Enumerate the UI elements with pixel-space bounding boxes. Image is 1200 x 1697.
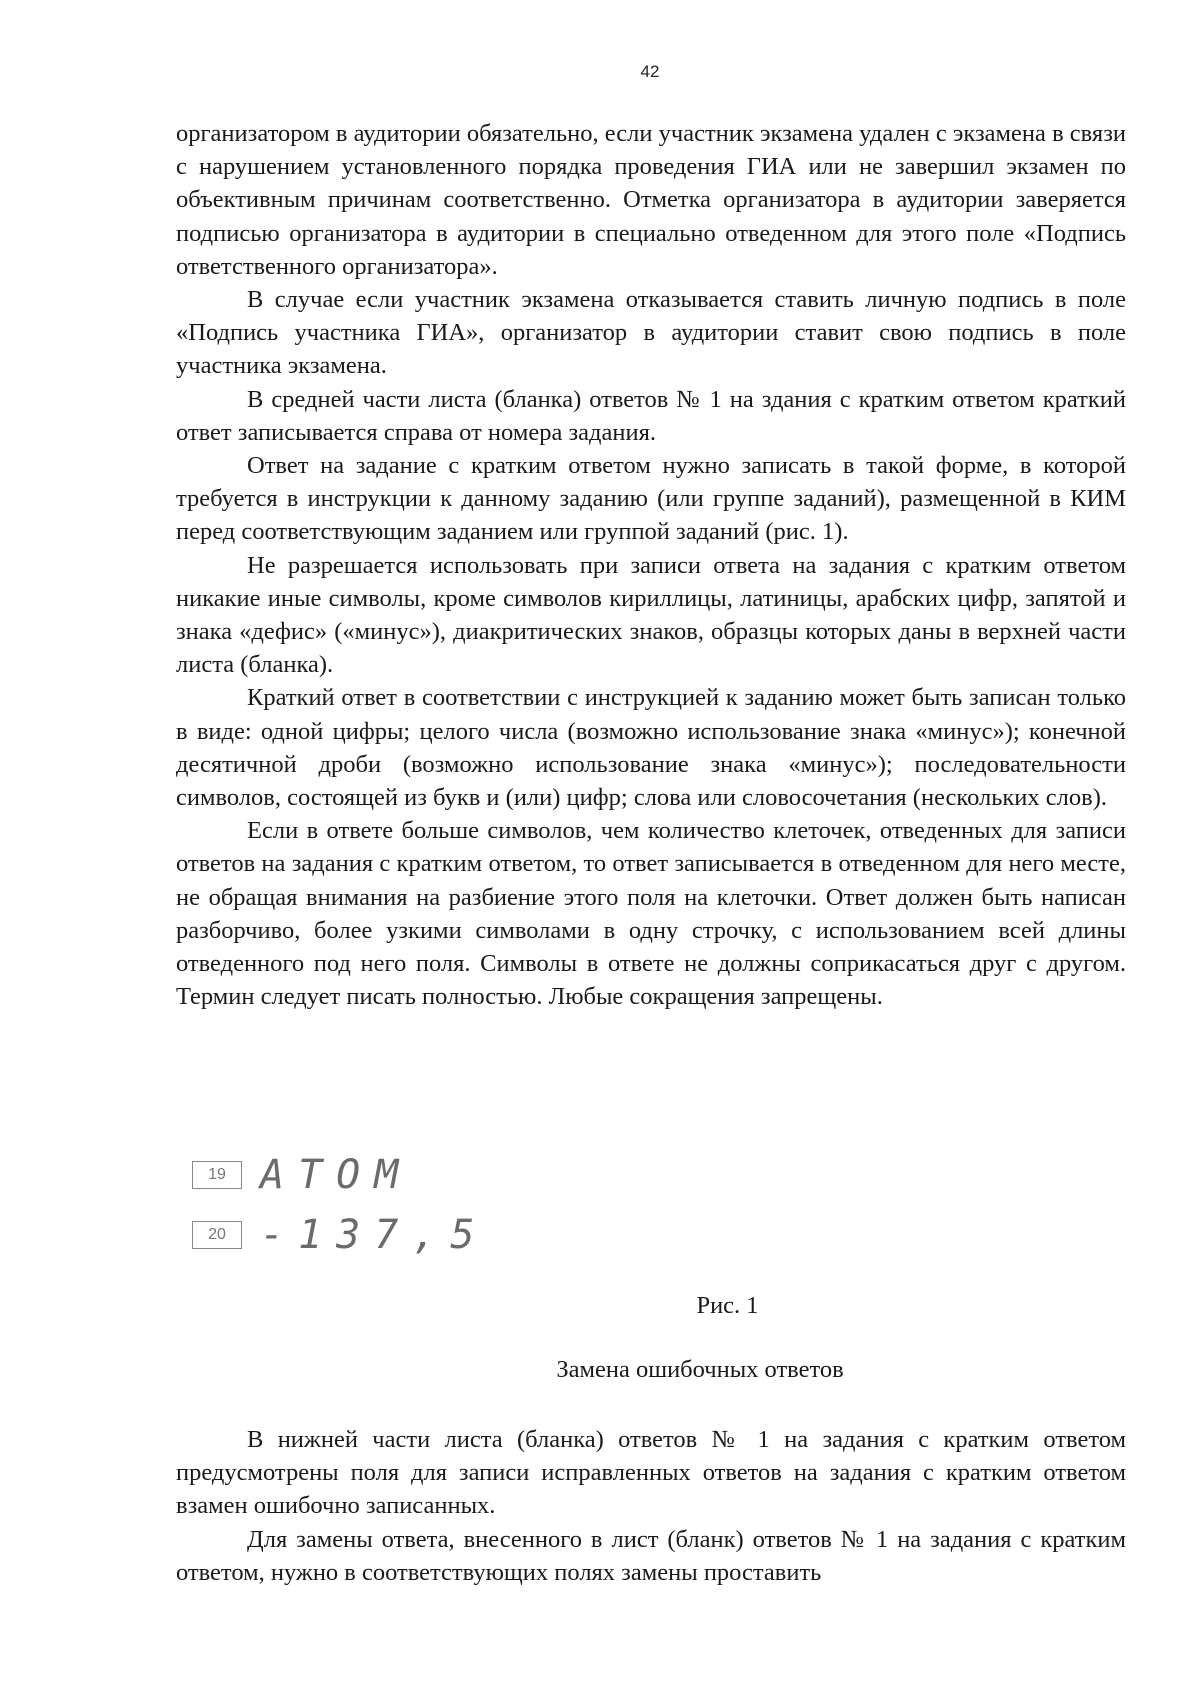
page-number: 42 xyxy=(640,62,660,81)
figure-caption: Рис. 1 xyxy=(696,1292,759,1319)
handwritten-answer: АТОМ xyxy=(260,1152,413,1198)
paragraph: В нижней части листа (бланка) ответов № 1 на задания с кратким ответом предусмотрены поля для записи исправленных ответов на задания с кратким ответом взамен ошибочно записанных. xyxy=(176,1426,1126,1520)
paragraph: Если в ответе больше символов, чем количество клеточек, отведенных для записи ответов на задания с кратким ответом, то ответ записывается в отведенном для него месте, не обращая внимания на разбиение этого поля на клеточки. Ответ должен быть написан разборчиво, более узкими символами в одну строчку, с использованием всей длины отведенного под него поля. Символы в ответе не должны соприкасаться друг с другом. Термин следует писать полностью. Любые сокращения запрещены. xyxy=(176,817,1126,1011)
paragraph: Не разрешается использовать при записи ответа на задания с кратким ответом никакие иные символы, кроме символов кириллицы, латиницы, арабских цифр, запятой и знака «дефис» («минус»), диакритических знаков, образцы которых даны в верхней части листа (бланка). xyxy=(176,551,1126,679)
task-number-box: 20 xyxy=(192,1221,242,1249)
paragraph: Ответ на задание с кратким ответом нужно записать в такой форме, в которой требуется в инструкции к данному заданию (или группе заданий), размещенной в КИМ перед соответствующим заданием или группой заданий (рис. 1). xyxy=(176,452,1126,546)
paragraph: Для замены ответа, внесенного в лист (бланк) ответов № 1 на задания с кратким ответом, нужно в соответствующих полях замены проставить xyxy=(176,1525,1126,1586)
answer-form-example xyxy=(192,1150,592,1270)
section-heading: Замена ошибочных ответов xyxy=(556,1356,844,1383)
paragraph: Краткий ответ в соответствии с инструкцией к заданию может быть записан только в виде: одной цифры; целого числа (возможно использование знака «минус»); конечной десятичной дроби (возможно использование знака «минус»); последовательности символов, состоящей из букв и (или) цифр; слова или словосочетания (нескольких слов). xyxy=(176,684,1126,812)
answer-row xyxy=(192,1210,489,1260)
task-number-box: 19 xyxy=(192,1161,242,1189)
paragraph: В средней части листа (бланка) ответов № 1 на здания с кратким ответом краткий ответ записывается справа от номера задания. xyxy=(176,385,1126,446)
handwritten-answer: -137,5 xyxy=(260,1212,489,1258)
body-text-top xyxy=(176,117,1126,1013)
paragraph: организатором в аудитории обязательно, если участник экзамена удален с экзамена в связи с нарушением установленного порядка проведения ГИА или не завершил экзамен по объективным причинам соответственно. Отметка организатора в аудитории заверяется подписью организатора в аудитории в специально отведенном для этого поле «Подпись ответственного организатора». xyxy=(176,120,1126,280)
answer-row xyxy=(192,1150,412,1200)
body-text-bottom xyxy=(176,1423,1126,1589)
paragraph: В случае если участник экзамена отказывается ставить личную подпись в поле «Подпись участника ГИА», организатор в аудитории ставит свою подпись в поле участника экзамена. xyxy=(176,286,1126,380)
